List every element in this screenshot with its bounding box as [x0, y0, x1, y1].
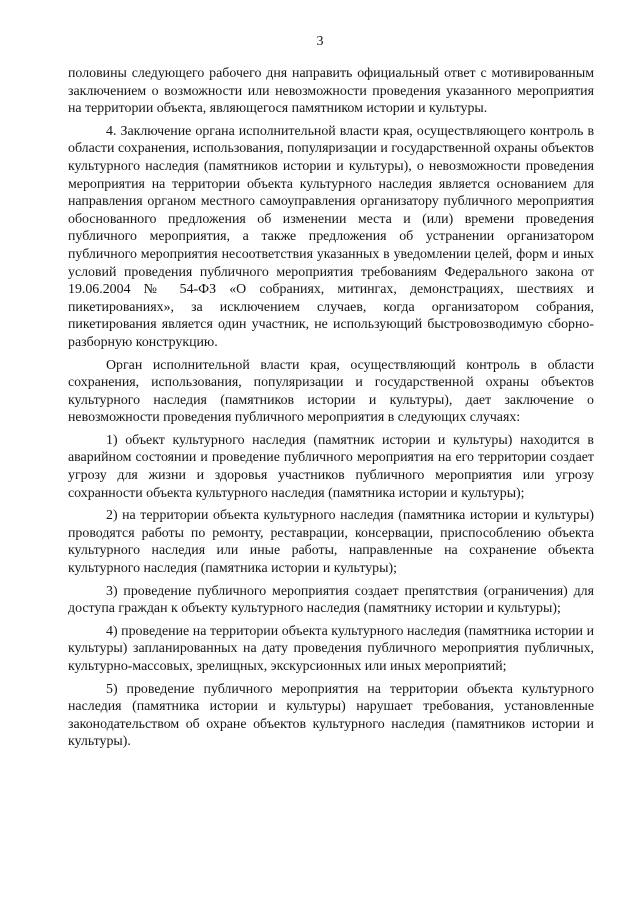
list-item-4: 4) проведение на территории объекта культурного наследия (памятника истории и культуры) запланированных на дату проведения публичного мероприятия публичных, культурно-массовых, зрелищных, экскурсионных или иных мероприятий;	[68, 623, 594, 674]
list-item-1: 1) объект культурного наследия (памятник истории и культуры) находится в аварийном состоянии и проведение публичного мероприятия на его территории создает угрозу для жизни и здоровья участников публичного мероприятия или угрозу сохранности объекта культурного наследия (памятника истории и культуры);	[68, 432, 594, 501]
paragraph-item-4: 4. Заключение органа исполнительной власти края, осуществляющего контроль в области сохранения, использования, популяризации и государственной охраны объектов культурного наследия (памятников истории и культуры), о невозможности проведения мероприятия на территории объекта культурного наследия является основанием для направления органом местного самоуправления организатору публичного мероприятия обоснованного предложения об изменении места и (или) времени проведения публичного мероприятия, а также предложения об устранении организатором публичного мероприятия несоответствия указанных в уведомлении целей, форм и иных условий проведения публичного мероприятия требованиям Федерального закона от 19.06.2004 № 54-ФЗ «О собраниях, митингах, демонстрациях, шествиях и пикетированиях», за исключением случаев, когда организатором собрания, пикетирования является один участник, не использующий быстровозводимую сборно-разборную конструкцию.	[68, 123, 594, 350]
list-item-2: 2) на территории объекта культурного наследия (памятника истории и культуры) проводятся работы по ремонту, реставрации, консервации, приспособлению объекта культурного наследия или иные работы, направленные на сохранение объекта культурного наследия (памятника истории и культуры);	[68, 508, 594, 577]
document-body	[68, 65, 594, 751]
page-number: 3	[316, 34, 324, 49]
list-item-5: 5) проведение публичного мероприятия на территории объекта культурного наследия (памятника истории и культуры) нарушает требования, установленные законодательством об охране объектов культурного наследия (памятников истории и культуры).	[68, 681, 594, 750]
paragraph-conditions-intro: Орган исполнительной власти края, осуществляющий контроль в области сохранения, использования, популяризации и государственной охраны объектов культурного наследия (памятников истории и культуры), дает заключение о невозможности проведения публичного мероприятия в следующих случаях:	[68, 357, 594, 426]
list-item-3: 3) проведение публичного мероприятия создает препятствия (ограничения) для доступа граждан к объекту культурного наследия (памятнику истории и культуры);	[68, 583, 594, 617]
paragraph-continuation: половины следующего рабочего дня направить официальный ответ с мотивированным заключением о возможности или невозможности проведения указанного мероприятия на территории объекта, являющегося памятником истории и культуры.	[68, 66, 594, 117]
